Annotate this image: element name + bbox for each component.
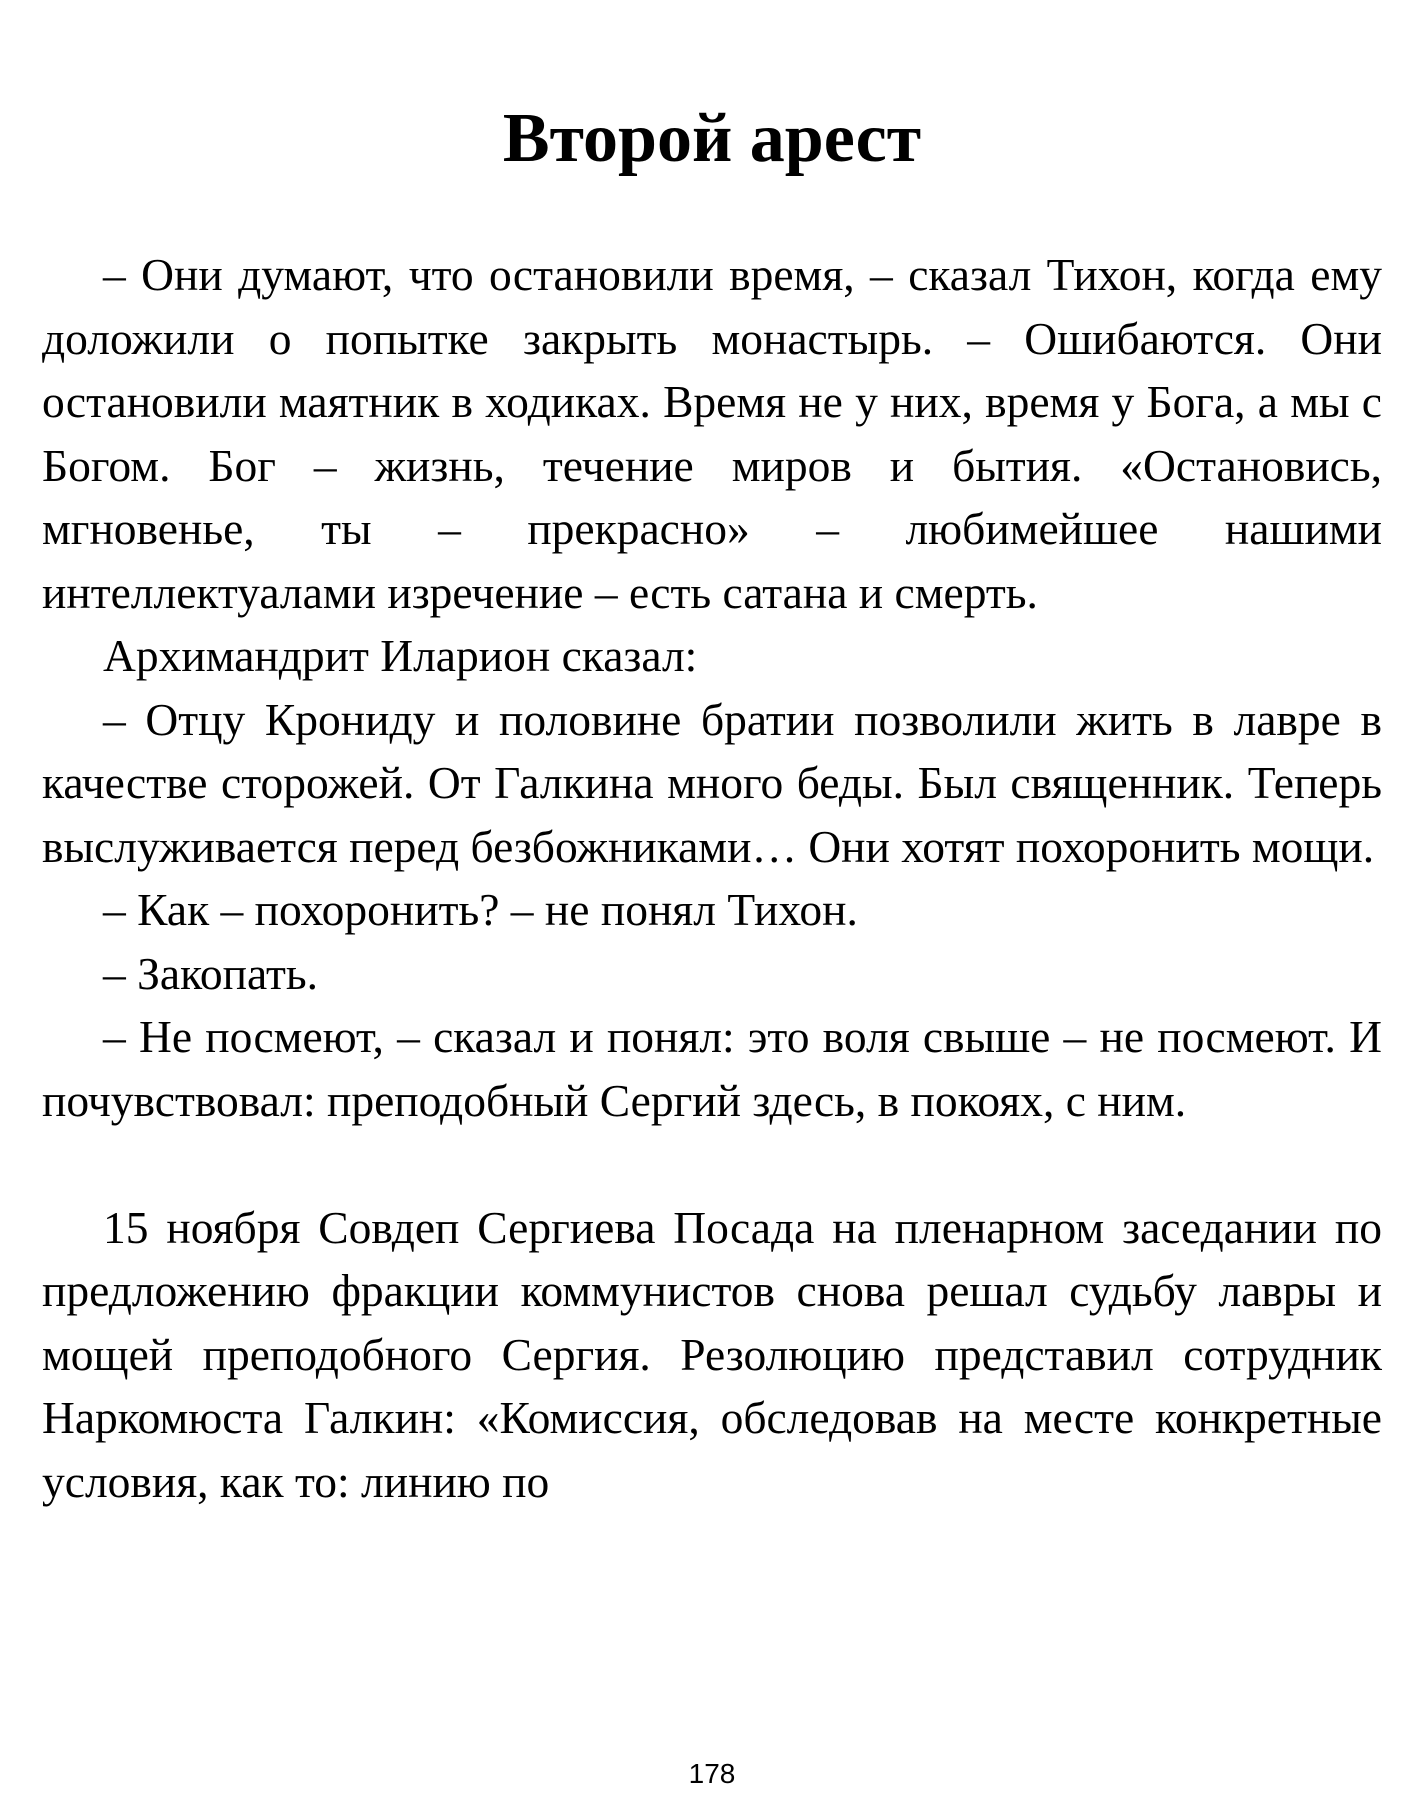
paragraph-bury-answer: – Закопать. [103, 947, 319, 999]
chapter-body [42, 243, 1382, 1513]
chapter-title: Второй арест [502, 100, 922, 177]
paragraph-hilarion-speech: – Отцу Крониду и половине братии позволили жить в лавре в качестве сторожей. От Галкина много беды. Был священник. Теперь выслуживается перед безбожниками… Они хотят похоронить мощи. [42, 693, 1382, 872]
paragraph-tikhon-question: – Как – похоронить? – не понял Тихон. [103, 884, 858, 935]
paragraph-sovdep-resolution: 15 ноября Совдеп Сергиева Посада на пленарном заседании по предложению фракции коммунистов снова решал судьбу лавры и мощей преподобного Сергия. Резолюцию представил сотрудник Наркомюста Галкин: «Комиссия, обследовав на месте конкретные условия, как то: линию по [42, 1201, 1382, 1507]
section-break [42, 1132, 1382, 1196]
page-number: 178 [688, 1758, 736, 1789]
paragraph-tikhon-reply: – Не посмеют, – сказал и понял: это воля свыше – не посмеют. И почувствовал: преподобный Сергий здесь, в покоях, с ним. [42, 1011, 1382, 1126]
paragraph-hilarion-intro: Архимандрит Иларион сказал: [103, 630, 698, 681]
paragraph-tikhon-time: – Они думают, что остановили время, – сказал Тихон, когда ему доложили о попытке закрыть монастырь. – Ошибаются. Они остановили маятник в ходиках. Время не у них, время у Бога, а мы с Богом. Бог – жизнь, течение миров и бытия. «Остановись, мгновенье, ты – прекрасно» – любимейшее нашими интеллектуалами изречение – есть сатана и смерть. [42, 249, 1382, 618]
book-page [42, 0, 1382, 1807]
